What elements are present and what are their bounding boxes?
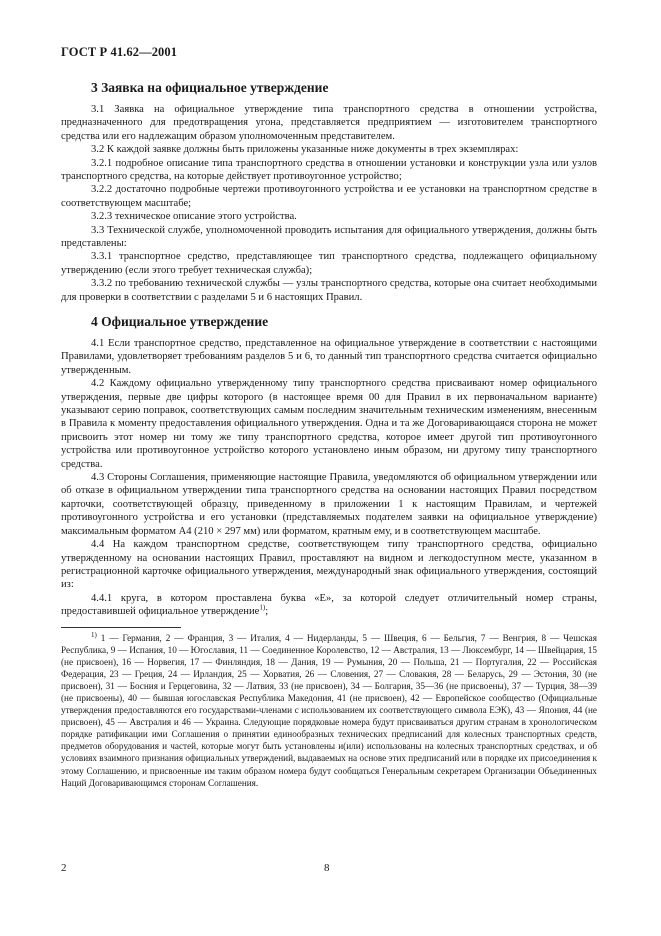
paragraph-4-4: 4.4 На каждом транспортном средстве, соответствующем типу транспортного средства, официально утвержденному на основании настоящих Правил, проставляют на видном и легкодоступном месте, указанном в регистрационной карточке официального утверждения, международный знак официального утверждения, состоящий из: (61, 539, 597, 591)
paragraph-4-3: 4.3 Стороны Соглашения, применяющие настоящие Правила, уведомляются об официальном утверждении или об отказе в официальном утверждении типа транспортного средства на основании настоящих Правил посредством карточки, соответствующей образцу, приведенному в приложении 1 к настоящим Правилам, и чертежей противоугонного устройства и его установки (представляемых подателем заявки на официальное утверждение) максимальным форматом А4 (210 × 297 мм) или форматом, кратным ему, и в соответствующем масштабе. (61, 472, 597, 537)
paragraph-3-3-2: 3.3.2 по требованию технической службы — узлы транспортного средства, которые она считает необходимыми для проверки в соответствии с разделами 5 и 6 настоящих Правил. (61, 278, 597, 303)
paragraph-3-2-3: 3.2.3 техническое описание этого устройства. (91, 211, 297, 223)
paragraph-3-3: 3.3 Технической службе, уполномоченной проводить испытания для официального утверждения, должны быть представлены: (61, 224, 597, 250)
section-4-body (61, 337, 597, 619)
footnote-text: 1 — Германия, 2 — Франция, 3 — Италия, 4 — Нидерланды, 5 — Швеция, 6 — Бельгия, 7 — Венгрия, 8 — Чешская Республика, 9 — Испания, 10 — Югославия, 11 — Соединенное Королевство, 12 — Австралия, 13 — Люксембург, 14 — Швейцария, 15 (не присвоен), 16 — Норвегия, 17 — Финляндия, 18 — Дания, 19 — Румыния, 20 — Польша, 21 — Португалия, 22 — Российская Федерация, 23 — Греция, 24 — Ирландия, 25 — Хорватия, 26 — Словения, 27 — Словакия, 28 — Беларусь, 29 — Эстония, 30 (не присвоен), 31 — Босния и Герцеговина, 32 — Латвия, 33 (не присвоен), 34 — Болгария, 35—36 (не присвоены), 37 — Турция, 38—39 (не присвоены), 40 — бывшая югославская Республика Македония, 41 (не присвоен), 42 — Европейское сообщество (Официальные утверждения предоставляются его государствами-членами с использованием их соответствующего символа ЕЭК), 43 — Япония, 44 (не присвоен), 45 — Австралия и 46 — Украина. Следующие порядковые номера будут присваиваться другим странам в хронологическом порядке ратификации ими Соглашения о принятии единообразных технических предписаний для колесных транспортных средств, предметов оборудования и частей, которые могут быть установлены и(или) использованы на колесных транспортных средствах, и об условиях взаимного признания официальных утверждений, выдаваемых на основе этих предписаний или в порядке их присоединения к этому Соглашению, и присвоенные им таким образом номера будут сообщаться Генеральным секретарем Организации Объединенных Наций Договаривающимся сторонам Соглашения. (61, 633, 597, 788)
section-3-body (61, 103, 597, 304)
paragraph-3-2-2: 3.2.2 достаточно подробные чертежи противоугонного устройства и ее установки на транспортном средстве в соответствующем масштабе; (61, 184, 597, 209)
paragraph-3-2: 3.2 К каждой заявке должны быть приложены указанные ниже документы в трех экземплярах: (91, 144, 519, 156)
paragraph-4-4-1 (61, 592, 597, 619)
paragraph-3-1: 3.1 Заявка на официальное утверждение типа транспортного средства в отношении устройства, предназначенного для предотвращения угона, представляется предприятием — изготовителем транспортного средства или его надлежащим образом уполномоченным представителем. (61, 104, 597, 142)
paragraph-4-1: 4.1 Если транспортное средство, представленное на официальное утверждение в соответствии с настоящими Правилами, удовлетворяет требованиям разделов 5 и 6, то данный тип транспортного средства считается официально утвержденным. (61, 338, 597, 376)
footnote-divider (61, 627, 181, 628)
footnote (61, 632, 597, 789)
section-4-title: 4 Официальное утверждение (91, 314, 269, 329)
paragraph-4-2: 4.2 Каждому официально утвержденному типу транспортного средства присваивают номер официального утверждения, первые две цифры которого (в настоящее время 00 для Правил в их первоначальном варианте) указывают серию поправок, соответствующих самым последним значительным техническим изменениям, внесенным в Правила к моменту предоставления официального утверждения. Одна и та же Договаривающаяся сторона не может присвоить этот номер ни тому же типу транспортного средства, которое имеет другой тип противоугонного устройства или противоугонное устройство которого установлено иным образом, ни другому типу транспортного средства. (61, 378, 597, 470)
section-3-title: 3 Заявка на официальное утверждение (91, 80, 329, 95)
paragraph-3-3-1: 3.3.1 транспортное средство, представляющее тип транспортного средства, подлежащего официальному утверждению (если этого требует техническая служба); (61, 251, 597, 276)
document-header: ГОСТ Р 41.62—2001 (61, 45, 178, 59)
paragraph-4-4-1-end: ; (265, 606, 269, 618)
footnote-marker: 1) (91, 630, 97, 639)
paragraph-4-4-1-text: 4.4.1 круга, в котором проставлена буква «Е», за которой следует отличительный номер страны, предоставившей официальное утверждение (61, 592, 597, 618)
footnote-reference: 1) (259, 603, 266, 612)
page-number-center: 8 (324, 862, 330, 874)
page-number-left: 2 (61, 862, 67, 874)
paragraph-3-2-1: 3.2.1 подробное описание типа транспортного средства в отношении установки и конструкции узла или узлов транспортного средства, на которые действует противоугонное устройство; (61, 157, 597, 183)
